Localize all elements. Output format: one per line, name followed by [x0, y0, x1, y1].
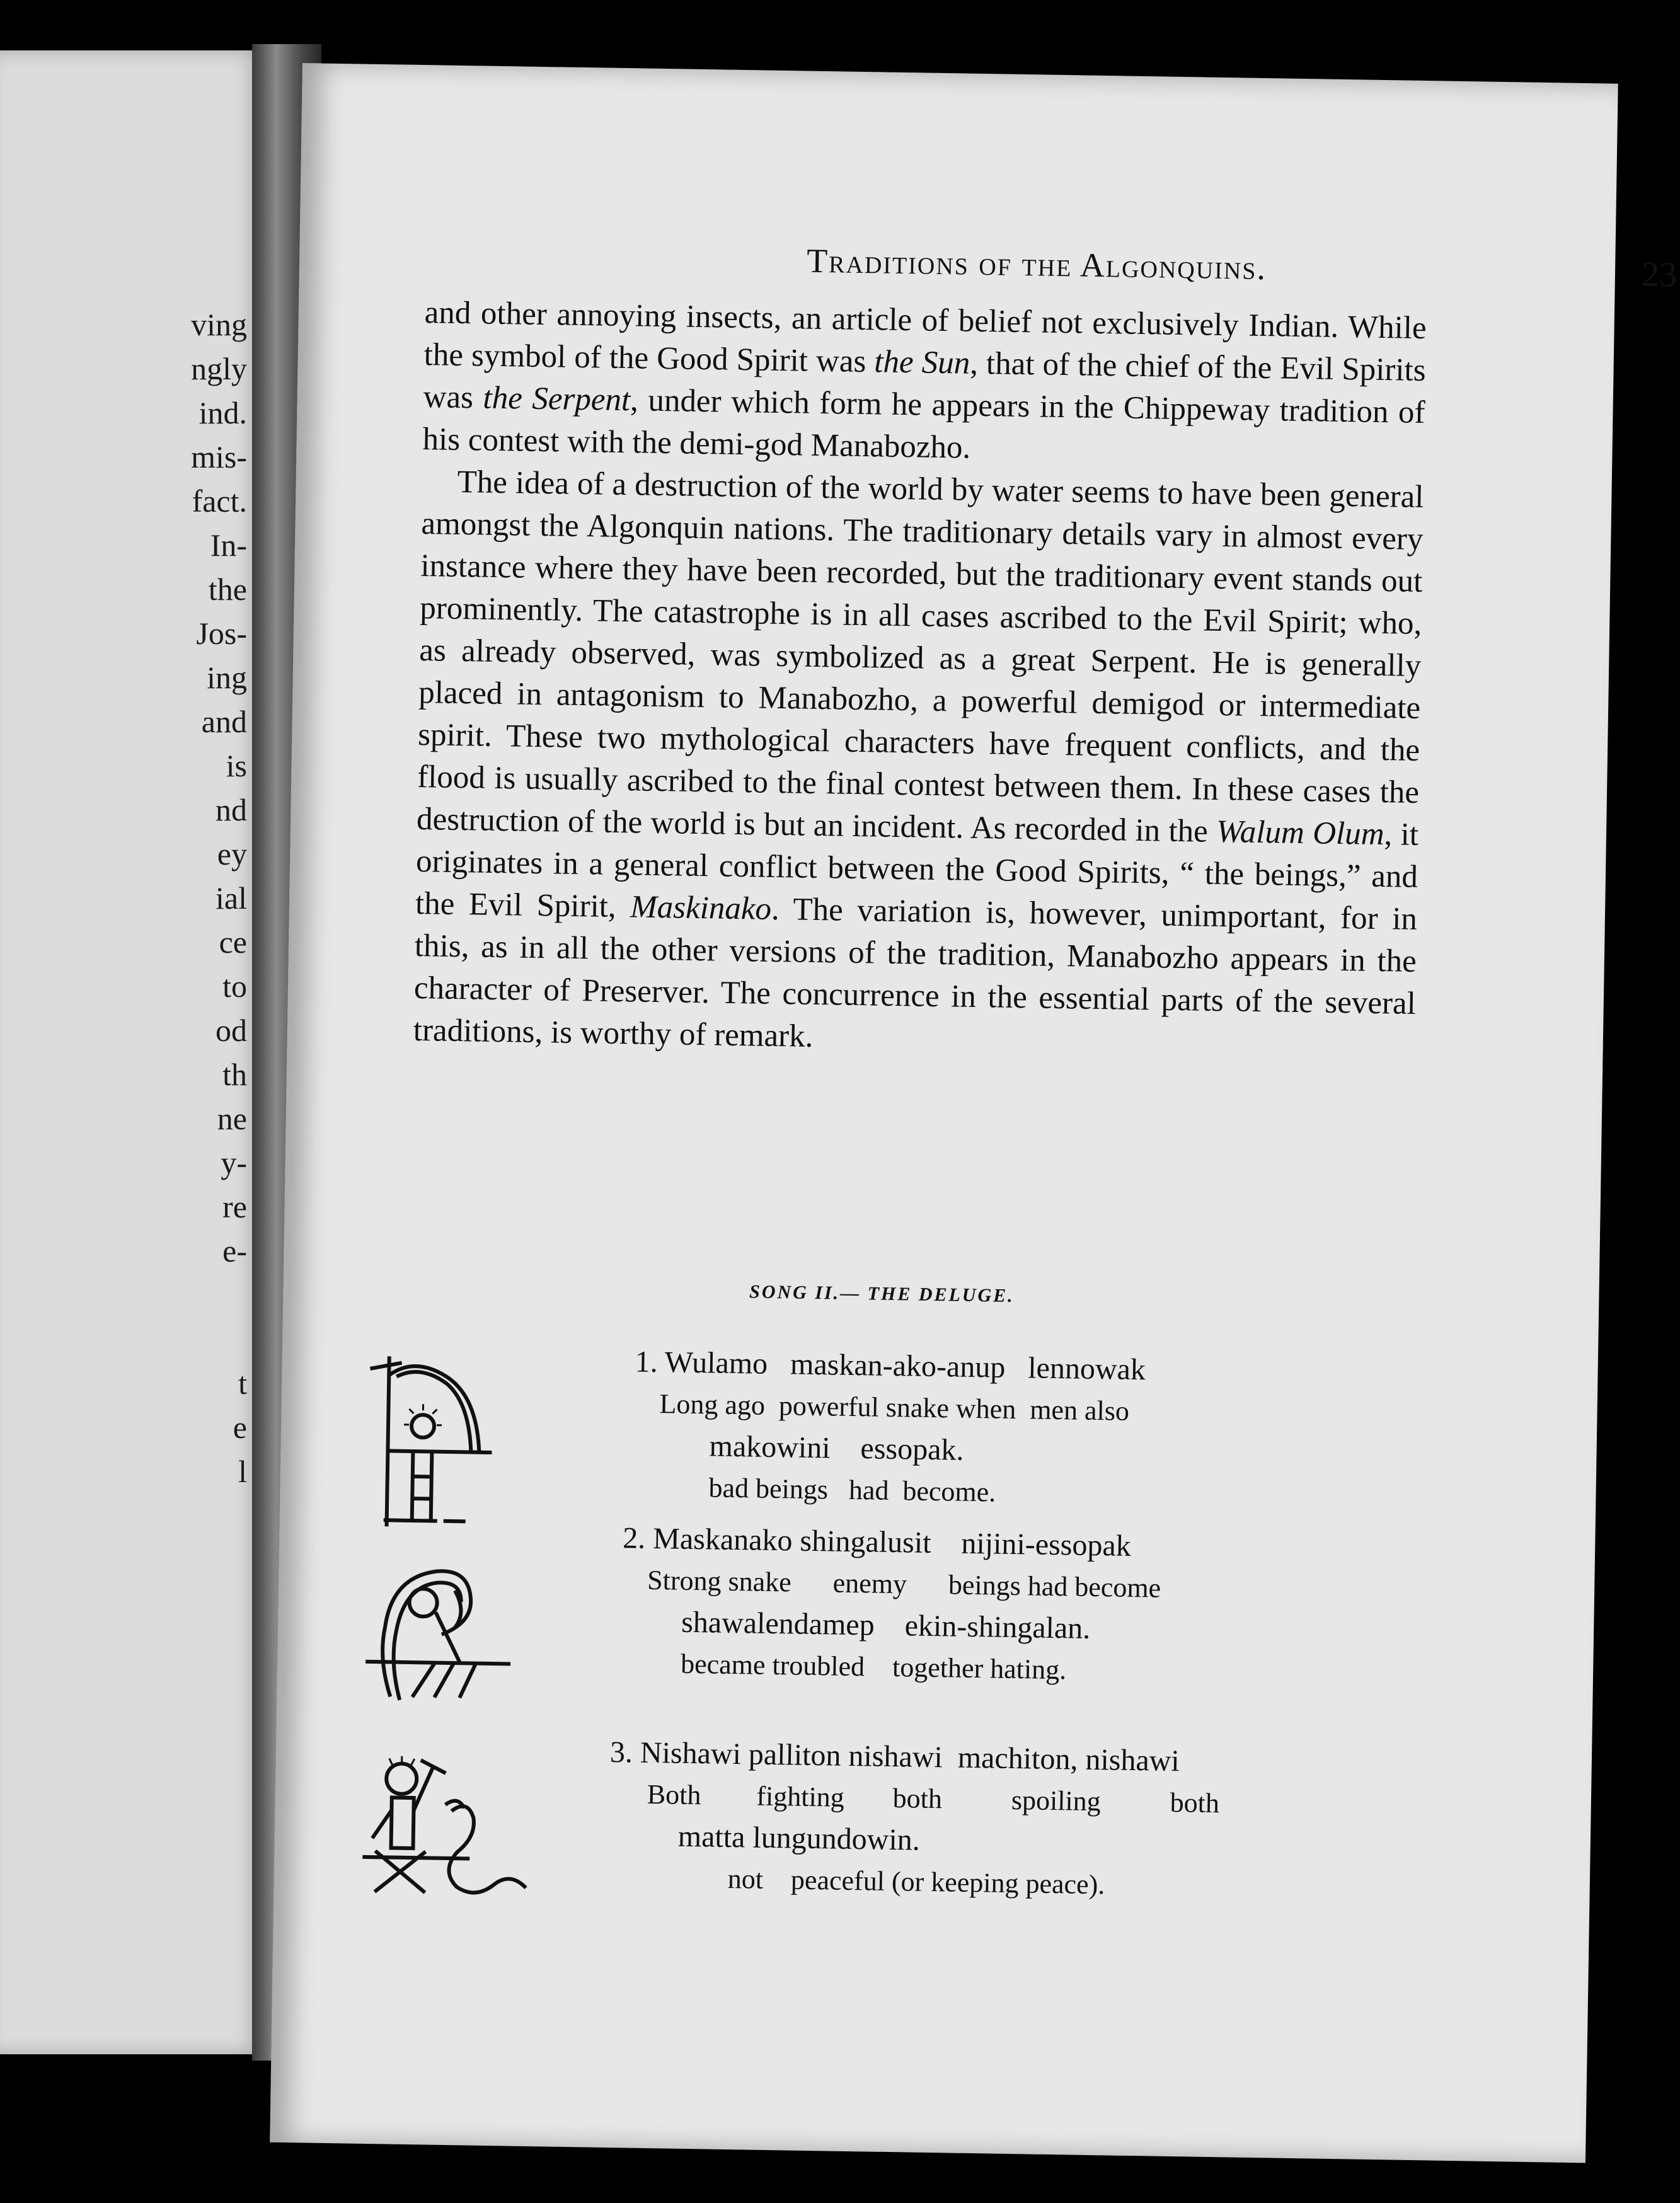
italic-term: Walum Olum [1216, 814, 1384, 853]
song-verse-2 [621, 1517, 1162, 1692]
left-page-fragment: mis- [191, 439, 247, 475]
text-run: , that of the chief of the Evil Spirits was [423, 345, 1427, 416]
pictograph-man-and-snake-fighting-icon [355, 1740, 547, 1914]
right-page [270, 63, 1677, 2163]
left-page-fragment: In- [210, 527, 247, 563]
song-verse-3 [607, 1732, 1220, 1907]
body-text [413, 292, 1427, 1067]
left-page-fragment: th [222, 1057, 247, 1092]
left-page-fragment: ey [217, 836, 247, 871]
left-page-fragment: fact. [192, 483, 247, 519]
verse-2-gloss-line-2: became troubled together hating. [680, 1648, 1067, 1686]
left-page-fragment: ving [191, 307, 247, 342]
left-page-fragment: ce [219, 924, 247, 960]
verse-3-delaware-line-1: 3. Nishawi palliton nishawi machiton, nishawi [609, 1735, 1180, 1778]
left-page-fragment: nd [216, 792, 247, 827]
verse-3-gloss-line-1: Both fighting both spoiling both [647, 1778, 1220, 1819]
pictograph-man-snake-frame-icon [355, 1350, 503, 1541]
text-run: and other annoying insects, an article of belief not exclusively Indian. While the symbol of the Good Spirit was [423, 295, 1427, 380]
left-page-fragment: e- [222, 1233, 247, 1268]
left-page-fragment: e [233, 1410, 247, 1445]
verse-2-delaware-line-1: 2. Maskanako shingalusit nijini-essopak [622, 1521, 1132, 1563]
left-page-fragment: the [208, 572, 247, 607]
verse-2-delaware-line-2: shawalendamep ekin-shingalan. [681, 1605, 1091, 1645]
left-page-fragment: l [238, 1454, 247, 1489]
left-page-fragment: ial [216, 880, 247, 916]
left-page-fragment: y- [221, 1145, 247, 1180]
left-page-fragment: is [226, 748, 247, 783]
verse-2-gloss-line-1: Strong snake enemy beings had become [647, 1564, 1161, 1604]
song-verse-1 [633, 1342, 1146, 1516]
page-number: 23 [1641, 255, 1677, 295]
left-page-fragment: and [201, 704, 247, 739]
paragraph-2 [413, 461, 1424, 1067]
verse-3-delaware-line-2: matta lungundowin. [677, 1819, 921, 1857]
verse-1-delaware-line-2: makowini essopak. [709, 1429, 964, 1467]
text-run: . The variation is, however, unimportant, for in this, as in all the other versions of the tradition, Manabozho appears in the character of Preserver. The concurrence in the essential parts of the several traditions, is worthy of remark. [413, 891, 1418, 1054]
italic-term: the Sun [873, 344, 970, 381]
verse-1-gloss-line-1: Long ago powerful snake when men also [659, 1388, 1130, 1427]
left-page-fragment: t [238, 1366, 247, 1401]
left-page-fragment: ing [207, 660, 247, 695]
running-head: Traditions of the Algonquins. [806, 241, 1267, 287]
pictograph-snake-encircling-figure-icon [359, 1551, 519, 1711]
verse-3-gloss-line-2: not peaceful (or keeping peace). [727, 1863, 1105, 1901]
text-run: , it originates in a general conflict between the Good Spirits, “ the beings,” and the Evil Spirit, [415, 817, 1419, 925]
text-run: , under which form he appears in the Chippeway tradition of his contest with the demi-god Manabozho. [422, 383, 1425, 466]
left-page-fragment: od [216, 1013, 247, 1048]
italic-term: the Serpent [483, 380, 631, 418]
paragraph-1 [422, 292, 1427, 476]
verse-1-delaware-line-1: 1. Wulamo maskan-ako-anup lennowak [635, 1345, 1146, 1387]
italic-term: Maskinako [630, 889, 772, 927]
left-page-fragment: ind. [198, 395, 247, 430]
left-page-fragment: ngly [191, 351, 247, 386]
left-page-fragment: ne [217, 1101, 247, 1136]
verse-1-gloss-line-2: bad beings had become. [708, 1472, 996, 1508]
text-run: The idea of a destruction of the world by water seems to have been general amongst the Algonquin nations. The traditionary details vary in almost every instance where they have been recorded, but the traditionary event stands out prominently. The catastrophe is in all cases ascribed to the Evil Spirit; who, as already observed, was symbolized as a great Serpent. He is generally placed in antagonism to Manabozho, a powerful demigod or intermediate spirit. These two mythological characters have frequent conflicts, and the flood is usually ascribed to the final contest between them. In these cases the destruction of the world is but an incident. As recorded in the [416, 464, 1424, 849]
song-heading: SONG II.— THE DELUGE. [749, 1281, 1015, 1306]
left-page-fragment: Jos- [196, 616, 247, 651]
left-page-fragment: to [222, 969, 247, 1004]
left-page [0, 50, 265, 2054]
left-page-fragment: re [222, 1189, 247, 1224]
